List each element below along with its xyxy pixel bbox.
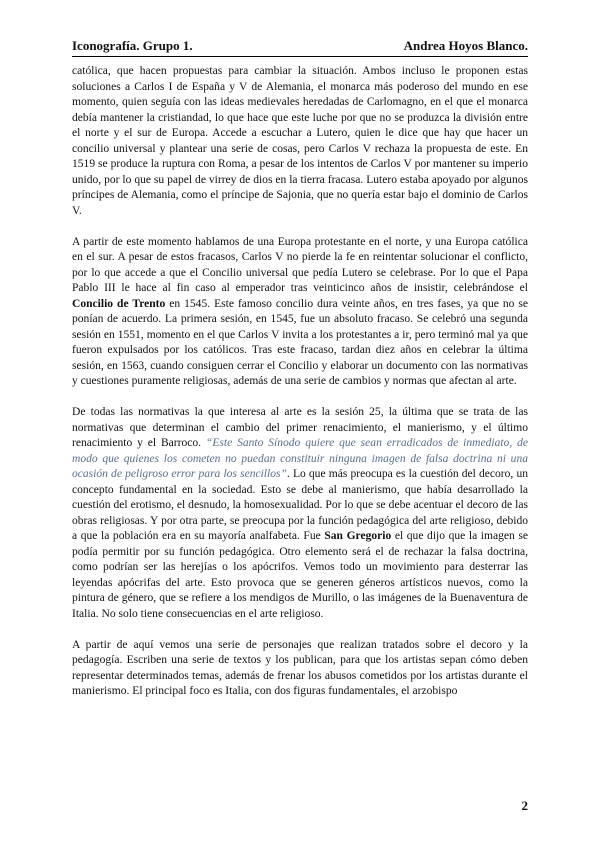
paragraph — [72, 64, 528, 219]
text-segment: . Lo que más preocupa es la cuestión del decoro, un concepto fundamental en la sociedad. Esto se debe al manierismo, que había desarrollado la cuestión del erotismo, el desnudo, la homosexualidad. Por lo que se debe acentuar el decoro de las obras religiosas. Y por otra parte, se preocupa por la función pedagógica del arte religioso, debido a que la población era en su mayoría analfabeta. Fue — [72, 468, 528, 542]
text-segment: católica, que hacen propuestas para cambiar la situación. Ambos incluso le proponen estas soluciones a Carlos I de España y V de Alemania, el monarca más poderoso del mundo en ese momento, quien seguía con las ideas medievales heredadas de Carlomagno, en el que el monarca debía mantener la cristiandad, lo que hace que este luche por que no se produzca la división entre el norte y el sur de Europa. Accede a escuchar a Lutero, quien le dice que hay que hacer un concilio universal y plantear una serie de cosas, pero Carlos V rechaza la propuesta de este. En 1519 se produce la ruptura con Roma, a pesar de los intentos de Carlos V por mantener su imperio unido, por lo que su papel de virrey de dios en la tierra fracasa. Lutero estaba apoyado por algunos príncipes de Alemania, como el príncipe de Sajonia, que no quería estar bajo el dominio de Carlos V. — [72, 65, 528, 217]
text-segment: en 1545. Este famoso concilio dura veinte años, en tres fases, ya que no se ponían de acuerdo. La primera sesión, en 1545, fue un absoluto fracaso. Se celebró una segunda sesión en 1551, momento en el que Carlos V invita a los protestantes a ir, pero terminó mal ya que fueron expulsados por los católicos. Tras este fracaso, tardan diez años en celebrar la última sesión, en 1563, cuando consiguen cerrar el Concilio y elaborar un documento con las normativas y cuestiones puramente religiosas, además de una serie de cambios y normas que afectan al arte. — [72, 297, 528, 387]
header-author-name: Andrea Hoyos Blanco. — [403, 38, 528, 53]
bold-term-concilio-de-trento: Concilio de Trento — [72, 297, 166, 310]
quoted-passage: “Este Santo Sínodo quiere que sean erradicados de inmediato, de modo que quienes los cometen no puedan constituir ninguna imagen de falsa doctrina ni una ocasión de peligroso error para los sencillos” — [72, 437, 528, 480]
text-segment: el que dijo que la imagen se podía permitir por su función pedagógica. Otro elemento será el de rechazar la falsa doctrina, como podrían ser las herejías o los apócrifos. Vemos todo un movimiento para desterrar las leyendas apócrifas del arte. Esto provoca que se generen géneros artísticos nuevos, como la pintura de género, que se refiere a los mendigos de Murillo, o las imágenes de la Buenaventura de Italia. No solo tiene consecuencias en el arte religioso. — [72, 530, 528, 620]
text-segment: A partir de aquí vemos una serie de personajes que realizan tratados sobre el decoro y la pedagogía. Escriben una serie de textos y los publican, para que los artistas sepan cómo deben representar determinados temas, además de frenar los abusos cometidos por los artistas durante el manierismo. El principal foco es Italia, con dos figuras fundamentales, el arzobispo — [72, 638, 528, 697]
paragraph — [72, 235, 528, 390]
text-segment: De todas las normativas la que interesa al arte es la sesión 25, la última que se trata de las normativas que determinan el cambio del primer renacimiento, el manierismo, y el último renacimiento y el Barroco. — [72, 406, 528, 449]
paragraph — [72, 405, 528, 622]
bold-term-san-gregorio: San Gregorio — [324, 530, 392, 542]
page-header — [72, 38, 528, 57]
header-course-title: Iconografía. Grupo 1. — [72, 38, 193, 53]
body-text — [72, 64, 528, 715]
paragraph — [72, 638, 528, 700]
text-segment: A partir de este momento hablamos de una Europa protestante en el norte, y una Europa católica en el sur. A pesar de estos fracasos, Carlos V no pierde la fe en reintentar solucionar el conflicto, por lo que accede a que el Concilio universal que pedía Lutero se celebrase. Por lo que el Papa Pablo III le hace al fin caso al emperador tras veinticinco años de insistir, celebrándose el — [72, 235, 528, 294]
page-number: 2 — [521, 798, 528, 813]
